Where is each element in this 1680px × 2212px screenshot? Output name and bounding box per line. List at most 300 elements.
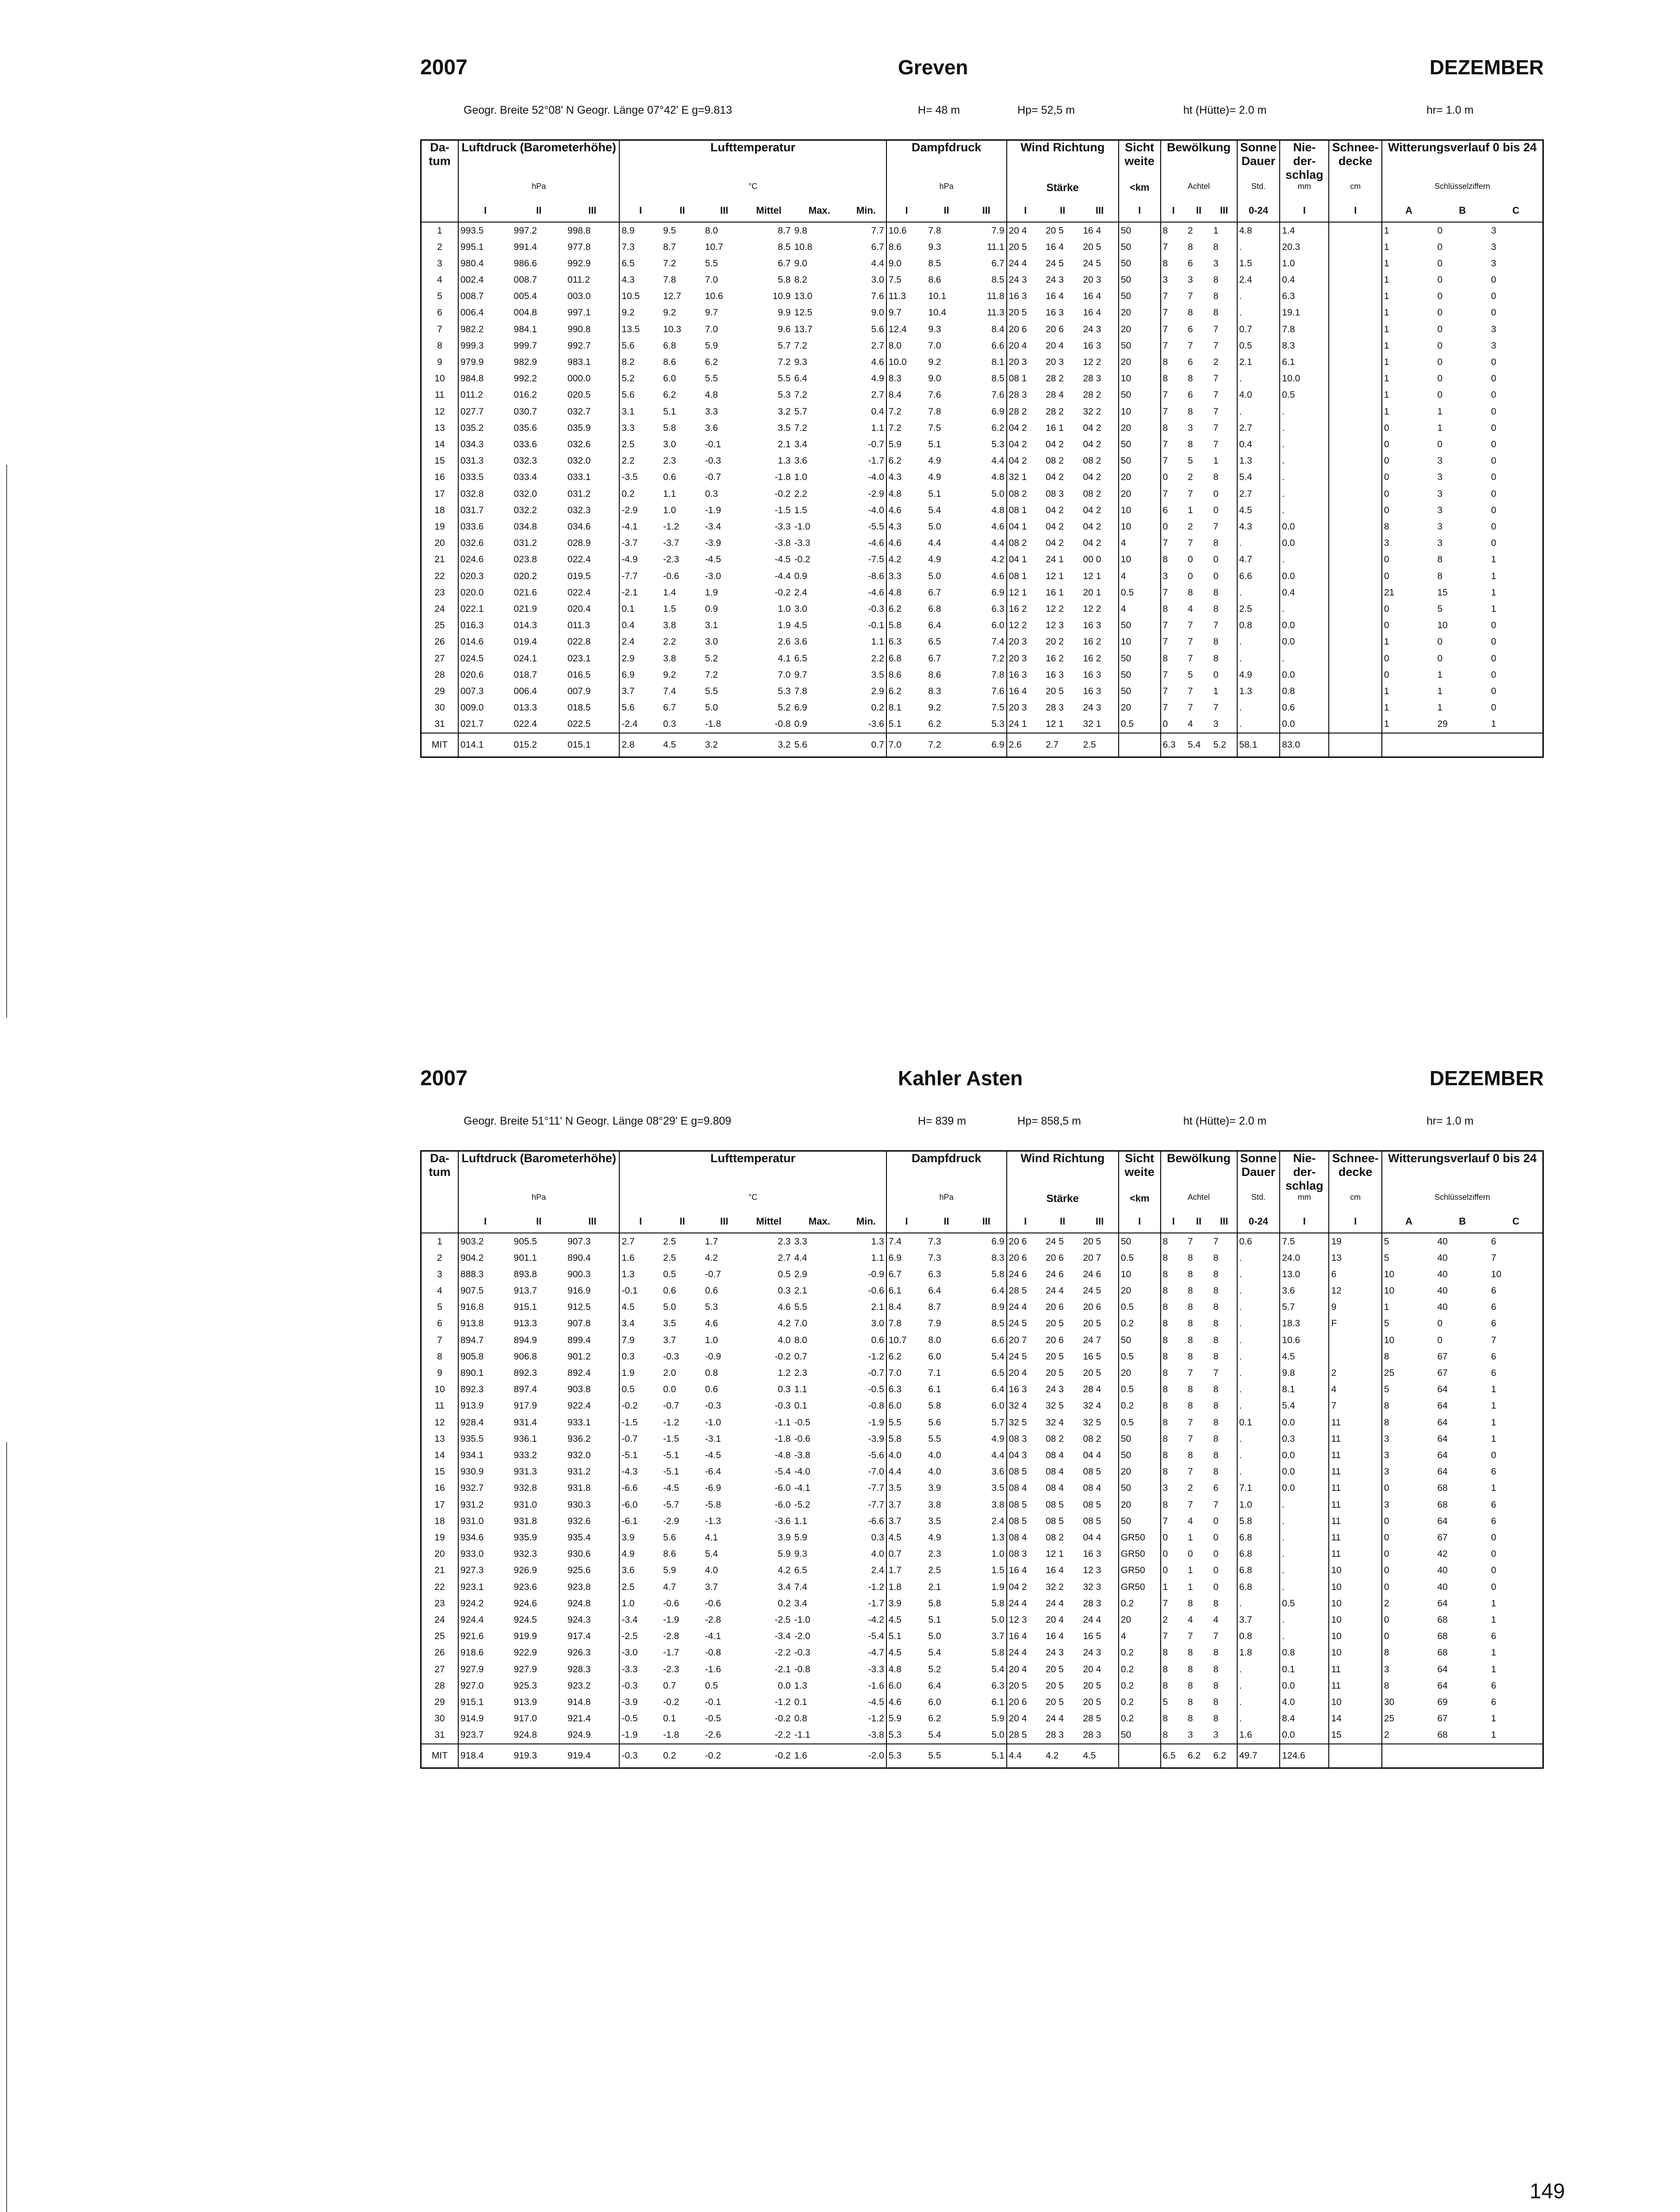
cell: 935.4 [567, 1532, 591, 1543]
cell: 0 [1491, 538, 1496, 548]
geo-hr: hr= 1.0 m [1427, 104, 1474, 116]
cell: 0.2 [619, 486, 661, 502]
cell: 8 [1213, 587, 1219, 598]
header-sicht: Sicht weite [1119, 1151, 1161, 1193]
cell: 925.6 [567, 1565, 591, 1575]
cell: 006.4 [514, 686, 537, 696]
cell: 0.4 [1280, 584, 1329, 601]
cell: 11 [1329, 1678, 1381, 1694]
cell: 1.1 [794, 1516, 807, 1526]
cell: -3.9 [619, 1694, 661, 1710]
cell: 4.6 [886, 502, 927, 518]
cell: 7 [1161, 453, 1186, 469]
cell: . [1237, 535, 1280, 551]
cell: 16 3 [1045, 307, 1064, 318]
cell: 7 [437, 1335, 442, 1345]
unit-sonne_unit: Std. [1237, 1193, 1280, 1216]
col-ii: II [512, 1216, 565, 1233]
cell: 67 [1437, 1713, 1448, 1724]
cell: 6.1 [1280, 354, 1329, 370]
cell: 8 [1161, 1447, 1186, 1463]
cell: -0.5 [619, 1710, 661, 1727]
cell: 0.5 [1280, 387, 1329, 403]
cell: 24 1 [1007, 716, 1044, 733]
cell: 011.2 [567, 274, 590, 285]
cell: 6.7 [663, 702, 676, 713]
cell: 20 [1119, 1612, 1161, 1628]
cell: 4.2 [705, 1252, 718, 1263]
table-row [421, 1365, 1543, 1381]
cell: 6 [1491, 1499, 1496, 1510]
cell: 16 4 [1045, 1631, 1064, 1641]
cell: 892.3 [458, 1381, 512, 1398]
cell: 9.0 [871, 307, 884, 318]
cell: 4.9 [619, 1546, 661, 1562]
cell: 8 [1188, 1697, 1193, 1707]
cell: 028.9 [567, 538, 591, 548]
cell: 6.3 [991, 1680, 1005, 1691]
cell: 3.3 [794, 1236, 807, 1247]
cell: 8.0 [928, 1335, 941, 1345]
cell: 25 [1382, 1365, 1435, 1381]
cell: . [1237, 1661, 1280, 1678]
cell: -1.1 [794, 1730, 810, 1740]
unit-nieder_unit: mm [1280, 182, 1329, 205]
cell: 7.5 [1280, 1233, 1329, 1250]
cell: 0 [1437, 653, 1443, 664]
cell: . [1280, 1529, 1329, 1546]
cell: 8 [1213, 1302, 1219, 1312]
cell: . [1280, 436, 1329, 453]
cell: 1.5 [1237, 255, 1280, 272]
cell: 3 [1382, 1431, 1435, 1447]
cell: 08 3 [1007, 1546, 1044, 1562]
cell: 0.6 [871, 1335, 884, 1345]
cell: 9.0 [794, 258, 807, 269]
cell: 7 [1161, 617, 1186, 634]
table-row [421, 1727, 1543, 1744]
cell: 5.4 [705, 1548, 718, 1559]
cell: 5.6 [619, 338, 661, 354]
table-row [421, 1332, 1543, 1348]
cell: 8 [1188, 1252, 1193, 1263]
cell: 6 [1213, 1483, 1219, 1493]
cell: 8 [1213, 1285, 1219, 1296]
cell: -3.0 [619, 1644, 661, 1661]
cell: -4.0 [868, 472, 884, 482]
station-greven [420, 55, 1544, 758]
cell: 0.0 [1280, 667, 1329, 683]
cell [1329, 683, 1381, 699]
cell: 9.7 [705, 307, 718, 318]
cell: 1.9 [778, 620, 791, 630]
unit-degc: °C [619, 182, 886, 205]
header-wind: Wind Richtung [1007, 1151, 1119, 1193]
cell: 905.5 [514, 1236, 537, 1247]
cell: 16 1 [1045, 422, 1064, 433]
cell: 10 [1382, 1266, 1435, 1283]
cell: 4.5 [886, 1612, 927, 1628]
cell: 0 [1213, 554, 1219, 565]
cell: 2.9 [794, 1269, 807, 1279]
cell: 10 [1491, 1269, 1502, 1279]
cell: 9.5 [663, 225, 676, 236]
cell: 6 [1491, 1236, 1496, 1247]
cell: -3.0 [705, 571, 721, 581]
cell: 2 [1188, 521, 1193, 532]
cell: 982.9 [514, 357, 537, 367]
cell: 0 [1213, 1582, 1219, 1592]
cell: 0 [1213, 1548, 1219, 1559]
cell: 0 [1382, 436, 1435, 453]
cell: -5.1 [663, 1466, 679, 1477]
cell: 28 [434, 669, 445, 680]
cell: 7 [1213, 390, 1219, 400]
cell: F [1329, 1315, 1381, 1332]
cell: 7.9 [991, 225, 1005, 236]
cell: 50 [1119, 1233, 1161, 1250]
cell: 3.7 [705, 1582, 718, 1592]
cell: -0.2 [775, 587, 791, 598]
cell: 5.4 [1237, 469, 1280, 486]
col-iii: III [566, 205, 619, 222]
cell: 20 4 [1045, 340, 1064, 351]
cell: 0.8 [1237, 1628, 1280, 1644]
cell: 0 [1213, 505, 1219, 515]
cell: -1.0 [794, 1614, 810, 1625]
cell: 021.7 [458, 716, 512, 733]
cell: 12 1 [1045, 571, 1064, 581]
cell: 0 [1382, 601, 1435, 617]
table-row [421, 1381, 1543, 1398]
cell: 08 5 [1045, 1516, 1064, 1526]
cell: 7.4 [663, 686, 676, 696]
cell: 64 [1437, 1433, 1448, 1444]
cell: 926.9 [514, 1565, 537, 1575]
mean-cell: 7.0 [886, 733, 927, 757]
cell: 8.6 [928, 274, 941, 285]
header-witterungsverlauf: Witterungsverlauf 0 bis 24 [1382, 140, 1543, 182]
cell: 1 [437, 225, 442, 236]
cell: 50 [1119, 683, 1161, 699]
cell: 20 7 [1083, 1252, 1101, 1263]
cell: 24 [434, 1614, 445, 1625]
cell: 20 5 [1045, 1318, 1064, 1329]
cell: 6 [1188, 390, 1193, 400]
unit-nieder_unit: mm [1280, 1193, 1329, 1216]
cell: 9.8 [1280, 1365, 1329, 1381]
cell: 4.5 [886, 1644, 927, 1661]
cell: 32 1 [1083, 719, 1101, 729]
cell: 1 [1491, 1598, 1496, 1609]
cell: 4.5 [619, 1299, 661, 1315]
cell: 0 [1437, 307, 1443, 318]
cell: 16 4 [1045, 242, 1064, 252]
cell: 8.0 [794, 1335, 807, 1345]
cell: 11 [1329, 1463, 1381, 1480]
cell: 6 [1491, 1351, 1496, 1362]
cell: 2.2 [619, 453, 661, 469]
cell: 10.5 [619, 288, 661, 304]
cell: 20 4 [1007, 222, 1044, 239]
cell: 4.0 [928, 1450, 941, 1460]
cell: 5 [1382, 1233, 1435, 1250]
cell: -3.8 [868, 1730, 884, 1740]
cell: 16 5 [1083, 1631, 1101, 1641]
cell: 3 [1437, 488, 1443, 499]
cell: 0.8 [794, 1713, 807, 1724]
cell: 7 [1188, 1466, 1193, 1477]
cell: 7 [1213, 422, 1219, 433]
cell: 932.8 [514, 1483, 537, 1493]
cell: 016.3 [458, 617, 512, 634]
cell: 8 [1188, 1384, 1193, 1394]
cell: 3 [1382, 535, 1435, 551]
cell: 1 [1491, 1417, 1496, 1428]
cell: 3.5 [928, 1516, 941, 1526]
cell: 6.7 [778, 258, 791, 269]
col-sonne_range: 0-24 [1237, 205, 1280, 222]
cell [1329, 617, 1381, 634]
cell: 4.6 [886, 1694, 927, 1710]
cell: 10.0 [1280, 370, 1329, 387]
cell: 7.8 [991, 669, 1005, 680]
cell: 8 [1161, 1365, 1186, 1381]
cell: 1 [1382, 403, 1435, 420]
cell: 30 [1382, 1694, 1435, 1710]
cell: 0.1 [663, 1713, 676, 1724]
cell: . [1237, 634, 1280, 650]
cell: 8 [1161, 551, 1186, 568]
cell: 0 [1161, 1546, 1186, 1562]
cell: 1 [1213, 686, 1219, 696]
cell: 1.0 [705, 1335, 718, 1345]
cell: 16 2 [1045, 653, 1064, 664]
cell: 1 [1491, 571, 1496, 581]
cell: -1.6 [868, 1680, 884, 1691]
cell: 936.1 [514, 1433, 537, 1444]
cell: -1.2 [868, 1351, 884, 1362]
cell: . [1280, 650, 1329, 667]
cell: 20 [1119, 469, 1161, 486]
mean-cell: 5.5 [926, 1744, 967, 1768]
cell: 0 [1437, 258, 1443, 269]
table-row [421, 1480, 1543, 1497]
cell: 2 [437, 242, 442, 252]
cell: 3.3 [619, 420, 661, 436]
cell: 4.5 [794, 620, 807, 630]
header-luftdruck: Luftdruck (Barometerhöhe) [458, 1151, 619, 1193]
cell: . [1280, 1562, 1329, 1579]
cell: 5.8 [991, 1269, 1005, 1279]
mean-cell [1329, 733, 1381, 757]
table-row [421, 255, 1543, 272]
cell: 5.9 [886, 1710, 927, 1727]
cell: 3.0 [871, 1318, 884, 1329]
cell: 69 [1437, 1697, 1448, 1707]
cell: 5.4 [928, 1647, 941, 1658]
cell: 7 [1161, 584, 1186, 601]
cell: 0.1 [619, 601, 661, 617]
cell: 0.3 [1280, 1431, 1329, 1447]
cell: 5.9 [886, 436, 927, 453]
cell: 906.8 [514, 1351, 537, 1362]
cell: 7.6 [991, 686, 1005, 696]
cell: 0 [1382, 1579, 1435, 1595]
cell: 914.8 [567, 1697, 591, 1707]
cell: 8.4 [886, 1299, 927, 1315]
cell: 0 [1491, 455, 1496, 466]
cell: 08 3 [1045, 488, 1064, 499]
cell: 6.1 [991, 1697, 1005, 1707]
table-row [421, 518, 1543, 535]
cell: 15 [1329, 1727, 1381, 1744]
cell: -1.8 [775, 1433, 791, 1444]
cell: 7.3 [619, 239, 661, 255]
unit-witterung_unit: Schlüsselziffern [1382, 182, 1543, 205]
mean-cell [1382, 733, 1435, 757]
cell: 0.8 [1280, 683, 1329, 699]
cell: 8 [1382, 518, 1435, 535]
cell: -2.8 [705, 1614, 721, 1625]
cell: 10.4 [928, 307, 947, 318]
cell: 3 [1161, 568, 1186, 584]
col-iii: III [1212, 1216, 1237, 1233]
cell: 927.3 [458, 1562, 512, 1579]
cell: 8 [1161, 1283, 1186, 1299]
cell: -4.1 [794, 1483, 810, 1493]
cell: 2 [1329, 1365, 1381, 1381]
cell: 6.5 [619, 255, 661, 272]
cell [1329, 486, 1381, 502]
cell: 0 [1491, 406, 1496, 417]
cell: 3.6 [794, 455, 807, 466]
cell: 1.8 [886, 1579, 927, 1595]
cell: . [1237, 1348, 1280, 1365]
cell: 4.0 [871, 1548, 884, 1559]
cell: 0.0 [1280, 617, 1329, 634]
cell: 0.0 [1280, 1447, 1329, 1463]
cell: 925.3 [514, 1680, 537, 1691]
cell: 3.7 [991, 1631, 1005, 1641]
header-sonne: Sonne Dauer [1237, 1151, 1280, 1193]
header-lufttemperatur: Lufttemperatur [619, 1151, 886, 1193]
cell: 0 [1491, 1582, 1496, 1592]
cell: 1 [1382, 634, 1435, 650]
cell: -3.8 [775, 538, 791, 548]
cell: 2.3 [928, 1548, 941, 1559]
table-row [421, 1414, 1543, 1431]
cell: 2.4 [871, 1565, 884, 1575]
cell: 8.6 [886, 667, 927, 683]
cell: 7.7 [871, 225, 884, 236]
cell: 4.6 [991, 521, 1005, 532]
cell: 2.7 [871, 340, 884, 351]
cell: 12 [434, 1417, 445, 1428]
cell [1329, 601, 1381, 617]
cell: -5.5 [868, 521, 884, 532]
table-row [421, 1250, 1543, 1266]
cell: 0 [1382, 568, 1435, 584]
cell: 16 2 [1083, 637, 1101, 647]
cell: 04 2 [1007, 436, 1044, 453]
table-row [421, 222, 1543, 239]
cell: 7 [1161, 304, 1186, 321]
cell: 1.1 [794, 1384, 807, 1394]
cell: 2.4 [794, 587, 807, 598]
table-row [421, 1628, 1543, 1644]
cell: 10.7 [705, 242, 723, 252]
cell: 6.2 [991, 422, 1005, 433]
cell: 04 4 [1083, 1450, 1101, 1460]
cell: 1 [1382, 716, 1435, 733]
cell: 0.5 [1237, 338, 1280, 354]
cell: 04 2 [1045, 505, 1064, 515]
cell: 034.8 [514, 521, 537, 532]
cell: -0.9 [868, 1269, 884, 1279]
cell: 16 4 [1083, 225, 1101, 236]
cell: 916.8 [458, 1299, 512, 1315]
cell: 2.4 [1237, 272, 1280, 288]
cell: 918.6 [458, 1644, 512, 1661]
cell: 8 [1188, 242, 1193, 252]
cell: 4.9 [991, 1433, 1005, 1444]
cell: -1.2 [868, 1582, 884, 1592]
cell: 10.9 [772, 291, 791, 301]
cell: 1.7 [886, 1562, 927, 1579]
cell: 5.4 [991, 1351, 1005, 1362]
cell: 8 [437, 1351, 442, 1362]
cell: 0 [1491, 1532, 1496, 1543]
cell: 31 [434, 1730, 445, 1740]
cell: 10 [1329, 1644, 1381, 1661]
cell: 0 [1491, 686, 1496, 696]
cell: 7.2 [794, 340, 807, 351]
cell: 20 5 [1083, 1236, 1101, 1247]
cell: 6.0 [991, 620, 1005, 630]
table-row [421, 601, 1543, 617]
cell: 64 [1437, 1598, 1448, 1609]
mean-cell: 2.5 [1081, 733, 1118, 757]
cell: 0.9 [794, 571, 807, 581]
cell: 1 [1188, 505, 1193, 515]
cell: 032.2 [514, 505, 537, 515]
cell: 4.2 [991, 554, 1005, 565]
cell: 5.7 [1280, 1299, 1329, 1315]
cell: 018.5 [567, 702, 591, 713]
cell: 50 [1119, 272, 1161, 288]
cell: 10.1 [928, 291, 947, 301]
col-iii: III [1081, 1216, 1118, 1233]
cell: 4 [1119, 568, 1161, 584]
cell: 7 [1188, 1433, 1193, 1444]
cell: 915.1 [514, 1302, 537, 1312]
cell: -3.4 [775, 1631, 791, 1641]
cell: 0 [1491, 274, 1496, 285]
cell: 897.4 [514, 1384, 537, 1394]
cell: 9.3 [794, 1548, 807, 1559]
cell: 923.2 [567, 1680, 591, 1691]
cell: 42 [1437, 1548, 1448, 1559]
cell: 8.3 [991, 1252, 1005, 1263]
cell: 04 2 [1083, 521, 1101, 532]
cell: 8 [1213, 307, 1219, 318]
cell: 924.4 [458, 1612, 512, 1628]
cell: 3.7 [886, 1513, 927, 1529]
cell: 28 2 [1007, 403, 1044, 420]
table-row [421, 535, 1543, 551]
cell: 8 [1161, 1497, 1186, 1513]
